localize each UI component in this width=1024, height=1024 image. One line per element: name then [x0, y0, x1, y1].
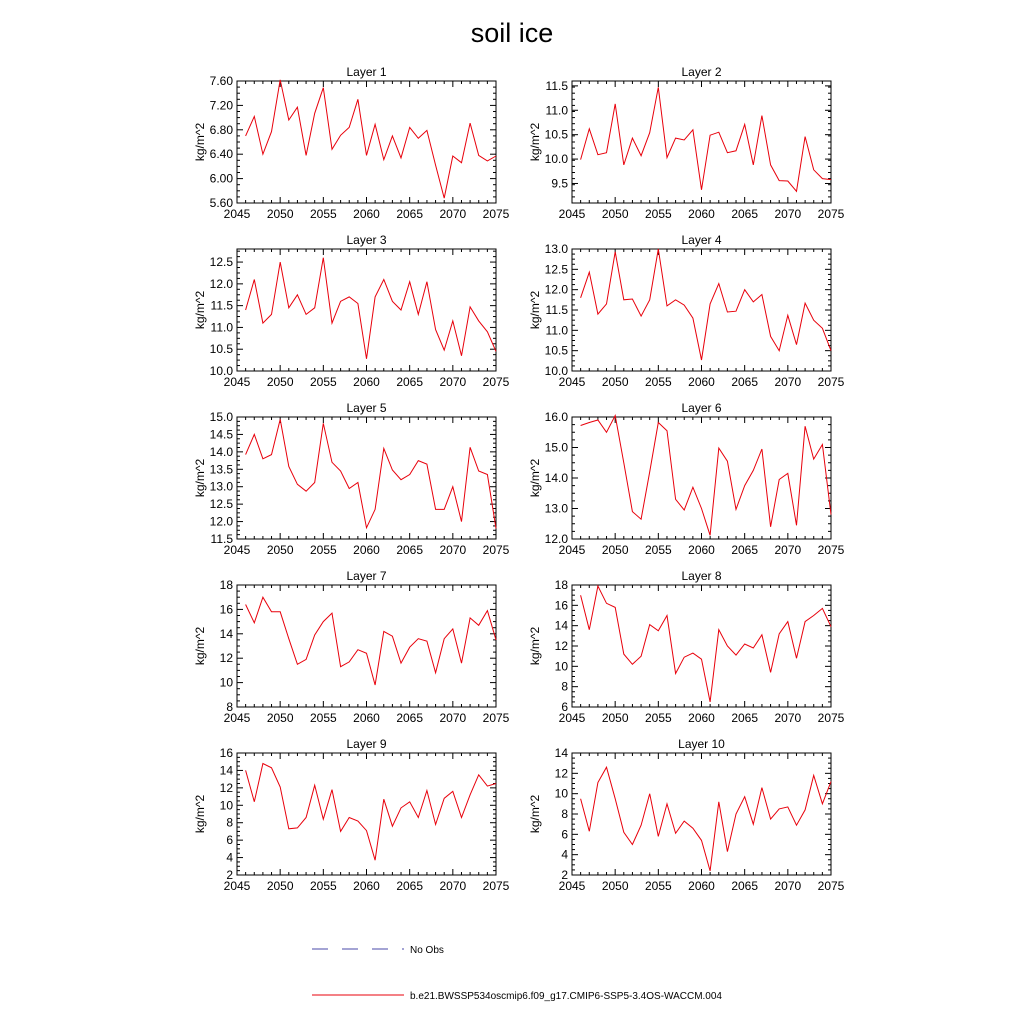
y-tick-label: 10.5 — [544, 127, 568, 142]
x-tick-label: 2050 — [601, 207, 629, 221]
y-tick-label: 18 — [219, 578, 233, 592]
y-axis-label: kg/m^2 — [528, 290, 542, 330]
y-tick-label: 15.0 — [209, 410, 233, 424]
y-tick-label: 12.0 — [544, 532, 568, 546]
panel-title: Layer 5 — [346, 401, 387, 415]
y-tick-label: 16 — [219, 746, 233, 760]
y-tick-label: 13.5 — [209, 462, 233, 477]
x-tick-label: 2045 — [558, 711, 586, 725]
x-tick-label: 2065 — [731, 207, 759, 221]
x-tick-label: 2055 — [644, 879, 672, 893]
x-tick-label: 2070 — [774, 375, 802, 389]
figure-title: soil ice — [470, 18, 554, 48]
plot-frame — [237, 81, 496, 203]
x-tick-label: 2060 — [353, 879, 380, 893]
y-tick-label: 10 — [219, 675, 233, 690]
x-tick-label: 2070 — [774, 711, 802, 725]
plot-frame — [572, 417, 831, 539]
y-tick-label: 14 — [219, 763, 233, 778]
y-tick-label: 8 — [561, 679, 568, 694]
y-tick-label: 14.5 — [209, 427, 233, 442]
x-tick-label: 2055 — [309, 375, 337, 389]
x-tick-label: 2050 — [601, 543, 629, 557]
legend-label: No Obs — [410, 945, 444, 956]
x-tick-label: 2070 — [439, 711, 467, 725]
y-axis-label: kg/m^2 — [193, 290, 207, 330]
y-tick-label: 12.5 — [544, 262, 568, 277]
x-tick-label: 2075 — [817, 375, 845, 389]
panel-title: Layer 7 — [346, 569, 387, 583]
y-tick-label: 12 — [219, 780, 233, 795]
plot-frame — [572, 753, 831, 875]
y-tick-label: 13.0 — [209, 479, 233, 494]
y-tick-label: 4 — [561, 847, 568, 862]
y-tick-label: 14 — [554, 618, 568, 633]
y-tick-label: 10.0 — [544, 364, 568, 378]
y-tick-label: 8 — [226, 700, 233, 714]
x-tick-label: 2070 — [774, 543, 802, 557]
x-tick-label: 2065 — [396, 879, 424, 893]
x-tick-label: 2070 — [774, 207, 802, 221]
y-tick-label: 12 — [554, 639, 568, 653]
x-tick-label: 2060 — [688, 543, 715, 557]
x-tick-label: 2070 — [439, 375, 467, 389]
x-tick-label: 2060 — [688, 879, 715, 893]
y-tick-label: 10.0 — [209, 364, 233, 378]
panel-title: Layer 8 — [681, 569, 722, 583]
x-tick-label: 2050 — [601, 711, 629, 725]
series-line — [581, 586, 831, 702]
panel-title: Layer 6 — [681, 401, 722, 415]
series-line — [581, 416, 831, 536]
legend-entry-2 — [312, 991, 722, 1002]
plot-frame — [572, 81, 831, 203]
x-tick-label: 2060 — [688, 711, 715, 725]
x-tick-label: 2050 — [266, 207, 294, 221]
y-tick-label: 7.60 — [209, 74, 233, 88]
y-tick-label: 9.5 — [551, 176, 568, 191]
y-tick-label: 12.5 — [209, 255, 233, 270]
y-tick-label: 6.00 — [209, 171, 233, 186]
x-tick-label: 2055 — [644, 711, 672, 725]
series-line — [581, 767, 831, 871]
x-tick-label: 2060 — [688, 375, 715, 389]
x-tick-label: 2055 — [644, 543, 672, 557]
y-axis-label: kg/m^2 — [528, 458, 542, 498]
series-line — [246, 419, 496, 528]
x-tick-label: 2075 — [817, 207, 845, 221]
y-tick-label: 4 — [226, 850, 233, 865]
y-tick-label: 2 — [561, 868, 568, 882]
y-tick-label: 12 — [554, 766, 568, 781]
y-tick-label: 13.0 — [544, 242, 568, 256]
x-tick-label: 2045 — [558, 207, 586, 221]
panel-title: Layer 1 — [346, 65, 387, 79]
y-tick-label: 11.0 — [545, 103, 568, 118]
x-tick-label: 2070 — [439, 207, 467, 221]
legend-label: b.e21.BWSSP534oscmip6.f09_g17.CMIP6-SSP5-3.4OS-WACCM.004 — [410, 991, 722, 1002]
x-tick-label: 2055 — [309, 711, 337, 725]
panel-title: Layer 2 — [681, 65, 722, 79]
x-tick-label: 2055 — [309, 207, 337, 221]
panel-title: Layer 4 — [681, 233, 722, 247]
x-tick-label: 2050 — [266, 711, 294, 725]
x-tick-label: 2060 — [353, 207, 380, 221]
panel-title: Layer 3 — [346, 233, 387, 247]
x-tick-label: 2045 — [223, 879, 251, 893]
y-tick-label: 8 — [561, 807, 568, 821]
panels-grid — [193, 65, 845, 893]
y-axis-label: kg/m^2 — [193, 794, 207, 834]
x-tick-label: 2070 — [439, 879, 467, 893]
panel-title: Layer 10 — [678, 737, 725, 751]
panel-layer-6 — [528, 401, 845, 557]
x-tick-label: 2045 — [558, 879, 586, 893]
y-tick-label: 12.0 — [209, 276, 233, 291]
y-tick-label: 16.0 — [544, 410, 568, 424]
x-tick-label: 2065 — [731, 879, 759, 893]
x-tick-label: 2065 — [396, 375, 424, 389]
y-tick-label: 14 — [219, 626, 233, 641]
y-tick-label: 12.5 — [209, 497, 233, 512]
y-tick-label: 10.5 — [209, 342, 233, 357]
x-tick-label: 2045 — [223, 375, 251, 389]
x-tick-label: 2055 — [309, 543, 337, 557]
y-tick-label: 12.0 — [209, 514, 233, 529]
x-tick-label: 2070 — [774, 879, 802, 893]
y-tick-label: 10.0 — [544, 152, 568, 167]
y-axis-label: kg/m^2 — [528, 794, 542, 834]
y-tick-label: 11.5 — [210, 532, 233, 546]
x-tick-label: 2065 — [396, 543, 424, 557]
x-tick-label: 2045 — [558, 543, 586, 557]
x-tick-label: 2075 — [482, 711, 510, 725]
legend-entry-1 — [312, 945, 444, 956]
y-tick-label: 7.20 — [209, 98, 233, 113]
x-tick-label: 2065 — [731, 543, 759, 557]
x-tick-label: 2075 — [482, 207, 510, 221]
x-tick-label: 2075 — [817, 543, 845, 557]
y-tick-label: 12.0 — [544, 282, 568, 297]
y-tick-label: 15.0 — [544, 440, 568, 455]
x-tick-label: 2045 — [223, 711, 251, 725]
panel-layer-2 — [528, 65, 845, 221]
panel-layer-3 — [193, 233, 510, 389]
y-tick-label: 11.5 — [545, 78, 568, 93]
x-tick-label: 2060 — [353, 543, 380, 557]
x-tick-label: 2075 — [482, 879, 510, 893]
panel-title: Layer 9 — [346, 737, 387, 751]
y-tick-label: 8 — [226, 815, 233, 830]
y-tick-label: 2 — [226, 868, 233, 882]
x-tick-label: 2060 — [688, 207, 715, 221]
y-tick-label: 6 — [561, 700, 568, 714]
x-tick-label: 2065 — [396, 207, 424, 221]
x-tick-label: 2060 — [353, 375, 380, 389]
x-tick-label: 2065 — [731, 711, 759, 725]
y-tick-label: 16 — [219, 602, 233, 617]
x-tick-label: 2075 — [817, 879, 845, 893]
panel-layer-10 — [528, 737, 845, 893]
y-tick-label: 13.0 — [544, 501, 568, 516]
x-tick-label: 2050 — [601, 375, 629, 389]
panel-layer-1 — [193, 65, 510, 221]
y-tick-label: 6.40 — [209, 147, 233, 162]
x-tick-label: 2055 — [309, 879, 337, 893]
y-tick-label: 10 — [554, 786, 568, 801]
y-tick-label: 10 — [219, 798, 233, 813]
y-tick-label: 11.5 — [210, 298, 233, 313]
panel-layer-5 — [193, 401, 510, 557]
y-axis-label: kg/m^2 — [193, 626, 207, 666]
x-tick-label: 2050 — [266, 879, 294, 893]
y-tick-label: 16 — [554, 598, 568, 613]
y-axis-label: kg/m^2 — [528, 626, 542, 666]
series-line — [246, 258, 496, 359]
x-tick-label: 2055 — [644, 375, 672, 389]
y-axis-label: kg/m^2 — [528, 122, 542, 162]
series-line — [581, 249, 831, 360]
y-tick-label: 11.0 — [210, 320, 233, 335]
panel-layer-8 — [528, 569, 845, 725]
y-tick-label: 10 — [554, 659, 568, 674]
y-tick-label: 14.0 — [209, 444, 233, 459]
series-line — [246, 597, 496, 685]
x-tick-label: 2055 — [644, 207, 672, 221]
x-tick-label: 2065 — [396, 711, 424, 725]
x-tick-label: 2075 — [817, 711, 845, 725]
x-tick-label: 2050 — [601, 879, 629, 893]
x-tick-label: 2070 — [439, 543, 467, 557]
x-tick-label: 2065 — [731, 375, 759, 389]
x-tick-label: 2075 — [482, 375, 510, 389]
x-tick-label: 2060 — [353, 711, 380, 725]
series-line — [581, 87, 831, 191]
y-tick-label: 18 — [554, 578, 568, 592]
series-line — [246, 764, 496, 861]
x-tick-label: 2050 — [266, 375, 294, 389]
y-tick-label: 14.0 — [544, 471, 568, 485]
x-tick-label: 2045 — [223, 207, 251, 221]
series-line — [246, 80, 496, 198]
x-tick-label: 2075 — [482, 543, 510, 557]
y-tick-label: 6 — [226, 833, 233, 848]
panel-layer-9 — [193, 737, 510, 893]
x-tick-label: 2045 — [558, 375, 586, 389]
panel-layer-4 — [528, 233, 845, 389]
plot-frame — [572, 249, 831, 371]
legend — [312, 945, 722, 1002]
y-tick-label: 11.0 — [545, 323, 568, 338]
plot-frame — [237, 249, 496, 371]
y-axis-label: kg/m^2 — [193, 122, 207, 162]
panel-layer-7 — [193, 569, 510, 725]
x-tick-label: 2050 — [266, 543, 294, 557]
y-axis-label: kg/m^2 — [193, 458, 207, 498]
y-tick-label: 10.5 — [544, 343, 568, 358]
y-tick-label: 14 — [554, 746, 568, 760]
plot-frame — [237, 753, 496, 875]
y-tick-label: 12 — [219, 651, 233, 666]
plot-frame — [572, 585, 831, 707]
y-tick-label: 11.5 — [545, 303, 568, 317]
y-tick-label: 5.60 — [209, 196, 233, 210]
y-tick-label: 6 — [561, 827, 568, 842]
x-tick-label: 2045 — [223, 543, 251, 557]
y-tick-label: 6.80 — [209, 122, 233, 137]
